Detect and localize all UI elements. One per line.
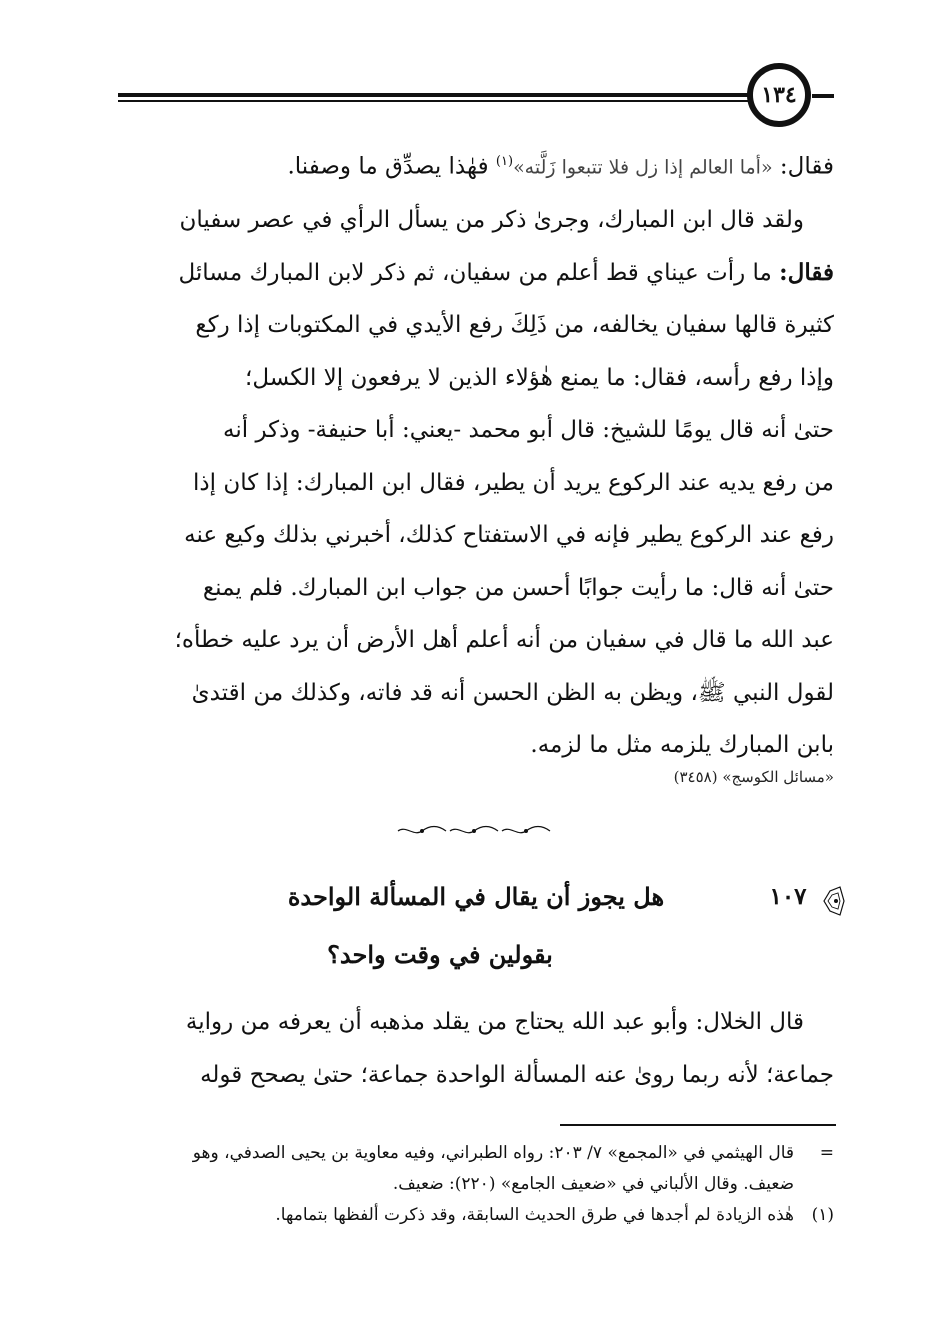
footnote-continuation-line [118, 1138, 834, 1169]
paragraph-line: وإذا رفع رأسه، فقال: ما يمنع هٰؤلاء الذين لا يرفعون إلا الكسل؛ [245, 364, 834, 391]
paragraph-1 [118, 136, 834, 772]
line-text: قال الخلال: وأبو عبد الله يحتاج من يقلد مذهبه أن يعرفه من رواية [185, 1009, 804, 1035]
hadith-quote: «أما العالم إذا زل فلا تتبعوا زَلَّته» [513, 156, 773, 179]
paragraph-line [118, 247, 834, 300]
footnote-continuation-mark: = [819, 1143, 834, 1163]
paragraph-line: جماعة؛ لأنه ربما روىٰ عنه المسألة الواحدة جماعة؛ حتىٰ يصحح قوله [200, 1061, 834, 1088]
page-number [747, 63, 811, 127]
paragraph-line: بابن المبارك يلزمه مثل ما لزمه. [530, 732, 834, 759]
source-citation: «مسائل الكوسج» (٣٤٥٨) [673, 768, 834, 786]
line-text: ما رأت عيناي قط أعلم من سفيان، ثم ذكر لابن المبارك مسائل [178, 259, 780, 286]
footnote-ref: (١) [495, 154, 514, 169]
paragraph-line [118, 194, 834, 247]
footnote-text: ضعيف. وقال الألباني في «ضعيف الجامع» (٢٢٠): ضعيف. [392, 1174, 794, 1194]
ornament-divider-icon [396, 825, 552, 837]
header-rule-stub [812, 94, 834, 98]
footnotes [118, 1138, 834, 1231]
footnote-text: قال الهيثمي في «المجمع» ٧/ ٢٠٣: رواه الطبراني، وفيه معاوية بن يحيى الصدفي، وهو [192, 1143, 794, 1163]
paragraph-line [118, 136, 834, 194]
paragraph-line [118, 996, 834, 1049]
paragraph-line: لقول النبي ﷺ، ويظن به الظن الحسن أنه قد فاته، وكذلك من اقتدىٰ [191, 679, 834, 706]
paragraph-line: عبد الله ما قال في سفيان من أنه أعلم أهل الأرض أن يرد عليه خطأه؛ [174, 627, 834, 654]
paragraph-line: رفع عند الركوع يطير فإنه في الاستفتاح كذلك، أخبرني بذلك وكيع عنه [184, 522, 834, 549]
footnote-text: هٰذه الزيادة لم أجدها في طرق الحديث السابقة، وقد ذكرت ألفظها بتمامها. [275, 1205, 794, 1225]
footnote-1 [118, 1200, 834, 1231]
footnote-number: (١) [811, 1205, 834, 1225]
header-rule-thin [118, 100, 750, 102]
paragraph-line: من رفع يديه عند الركوع يريد أن يطير، فقال ابن المبارك: إذا كان إذا [193, 469, 834, 496]
section-title-line-1: هل يجوز أن يقال في المسألة الواحدة [287, 882, 665, 911]
paragraph-line: حتىٰ أنه قال: ما رأيت جوابًا أحسن من جواب ابن المبارك. فلم يمنع [202, 574, 834, 601]
header-rule-thick [118, 93, 750, 97]
section-title-line-2: بقولين في وقت واحد؟ [327, 940, 553, 969]
paragraph-2 [118, 996, 834, 1101]
bold-label: فقال: [779, 258, 834, 286]
footnote-separator [560, 1124, 836, 1126]
line-text: فهٰذا يصدِّق ما وصفنا. [287, 153, 496, 180]
line-text: فقال: [772, 153, 834, 180]
paragraph-line: حتىٰ أنه قال يومًا للشيخ: قال أبو محمد -يعني: أبا حنيفة- وذكر أنه [223, 417, 834, 444]
line-text: ولقد قال ابن المبارك، وجرىٰ ذكر من يسأل الرأي في عصر سفيان [179, 207, 804, 234]
section-number: ١٠٧ [769, 883, 807, 910]
paragraph-line: كثيرة قالها سفيان يخالفه، من ذَلِكَ رفع الأيدي في المكتوبات إذا ركع [195, 312, 834, 339]
footnote-continuation-line [118, 1169, 834, 1200]
page-number-text: ١٣٤ [761, 82, 797, 108]
